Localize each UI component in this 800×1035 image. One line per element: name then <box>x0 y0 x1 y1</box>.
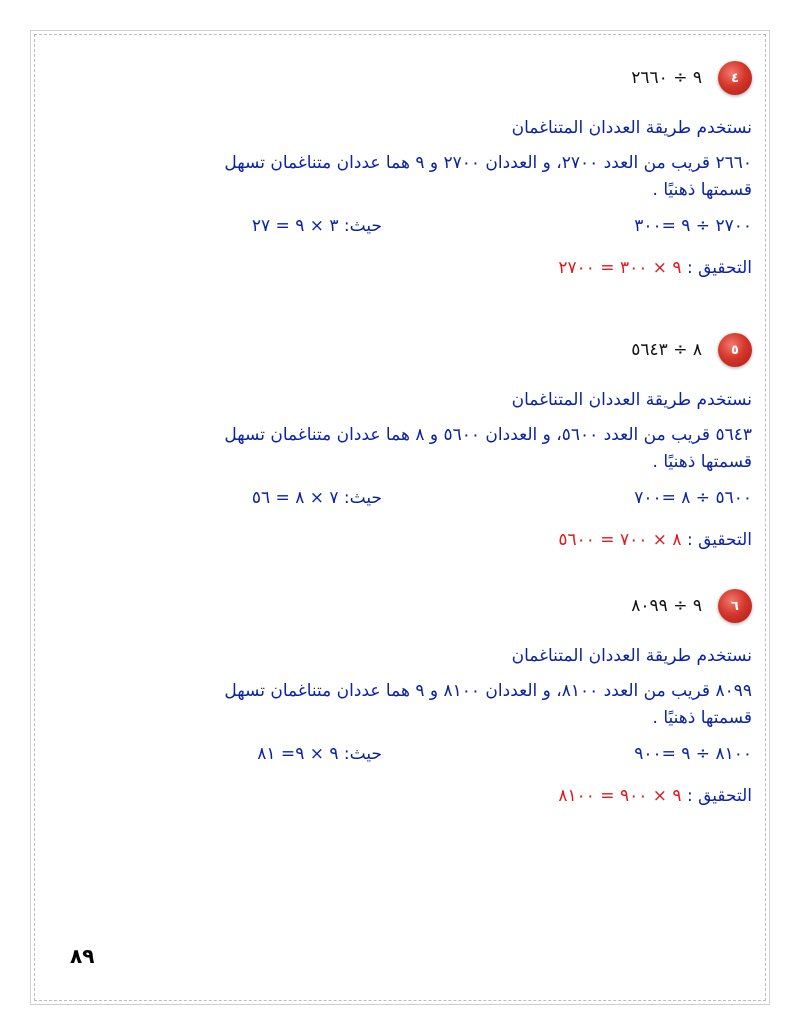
verify-label: التحقيق : <box>686 258 752 278</box>
method-line: نستخدم طريقة العددان المتناغمان <box>511 118 752 138</box>
verify-value: ٨ × ٧٠٠ = ٥٦٠٠ <box>558 530 682 550</box>
verify-label: التحقيق : <box>686 786 752 806</box>
problem-expression: ٩ ÷ ٨٠٩٩ <box>631 596 702 616</box>
problem-expression: ٨ ÷ ٥٦٤٣ <box>631 340 702 360</box>
verification-line <box>90 530 752 556</box>
verification-line <box>90 786 752 812</box>
problem-number: ٤ <box>731 70 739 86</box>
division-result: ٨١٠٠ ÷ ٩ =٩٠٠ <box>634 744 752 764</box>
method-line: نستخدم طريقة العددان المتناغمان <box>511 646 752 666</box>
verification-line <box>90 258 752 284</box>
explanation-line-2: قسمتها ذهنيًا . <box>652 708 752 728</box>
problem-header <box>90 586 752 626</box>
problem-number: ٦ <box>731 598 739 614</box>
division-result: ٢٧٠٠ ÷ ٩ =٣٠٠ <box>634 216 752 236</box>
problem-1 <box>90 58 752 284</box>
page-number: ٨٩ <box>70 944 95 968</box>
problem-number: ٥ <box>731 342 739 358</box>
multiplication-fact: حيث: ٧ × ٨ = ٥٦ <box>251 488 382 508</box>
calculation-row <box>90 488 752 518</box>
verify-value: ٩ × ٩٠٠ = ٨١٠٠ <box>558 786 682 806</box>
problem-2 <box>90 330 752 556</box>
calculation-row <box>90 744 752 774</box>
problem-header <box>90 330 752 370</box>
method-line: نستخدم طريقة العددان المتناغمان <box>511 390 752 410</box>
calculation-row <box>90 216 752 246</box>
explanation <box>90 678 752 732</box>
explanation <box>90 150 752 204</box>
problem-3 <box>90 586 752 812</box>
problem-header <box>90 58 752 98</box>
explanation-line-1: ٨٠٩٩ قريب من العدد ٨١٠٠، و العددان ٨١٠٠ و ٩ هما عددان متناغمان تسهل <box>224 681 752 701</box>
explanation-line-2: قسمتها ذهنيًا . <box>652 452 752 472</box>
problem-expression: ٩ ÷ ٢٦٦٠ <box>631 68 702 88</box>
problem-number-badge <box>718 333 752 367</box>
explanation-line-1: ٢٦٦٠ قريب من العدد ٢٧٠٠، و العددان ٢٧٠٠ و ٩ هما عددان متناغمان تسهل <box>224 153 752 173</box>
explanation-line-1: ٥٦٤٣ قريب من العدد ٥٦٠٠، و العددان ٥٦٠٠ و ٨ هما عددان متناغمان تسهل <box>224 425 752 445</box>
multiplication-fact: حيث: ٣ × ٩ = ٢٧ <box>251 216 382 236</box>
explanation <box>90 422 752 476</box>
multiplication-fact: حيث: ٩ × ٩= ٨١ <box>257 744 382 764</box>
division-result: ٥٦٠٠ ÷ ٨ =٧٠٠ <box>634 488 752 508</box>
verify-value: ٩ × ٣٠٠ = ٢٧٠٠ <box>558 258 682 278</box>
problem-number-badge <box>718 61 752 95</box>
verify-label: التحقيق : <box>686 530 752 550</box>
explanation-line-2: قسمتها ذهنيًا . <box>652 180 752 200</box>
problem-number-badge <box>718 589 752 623</box>
